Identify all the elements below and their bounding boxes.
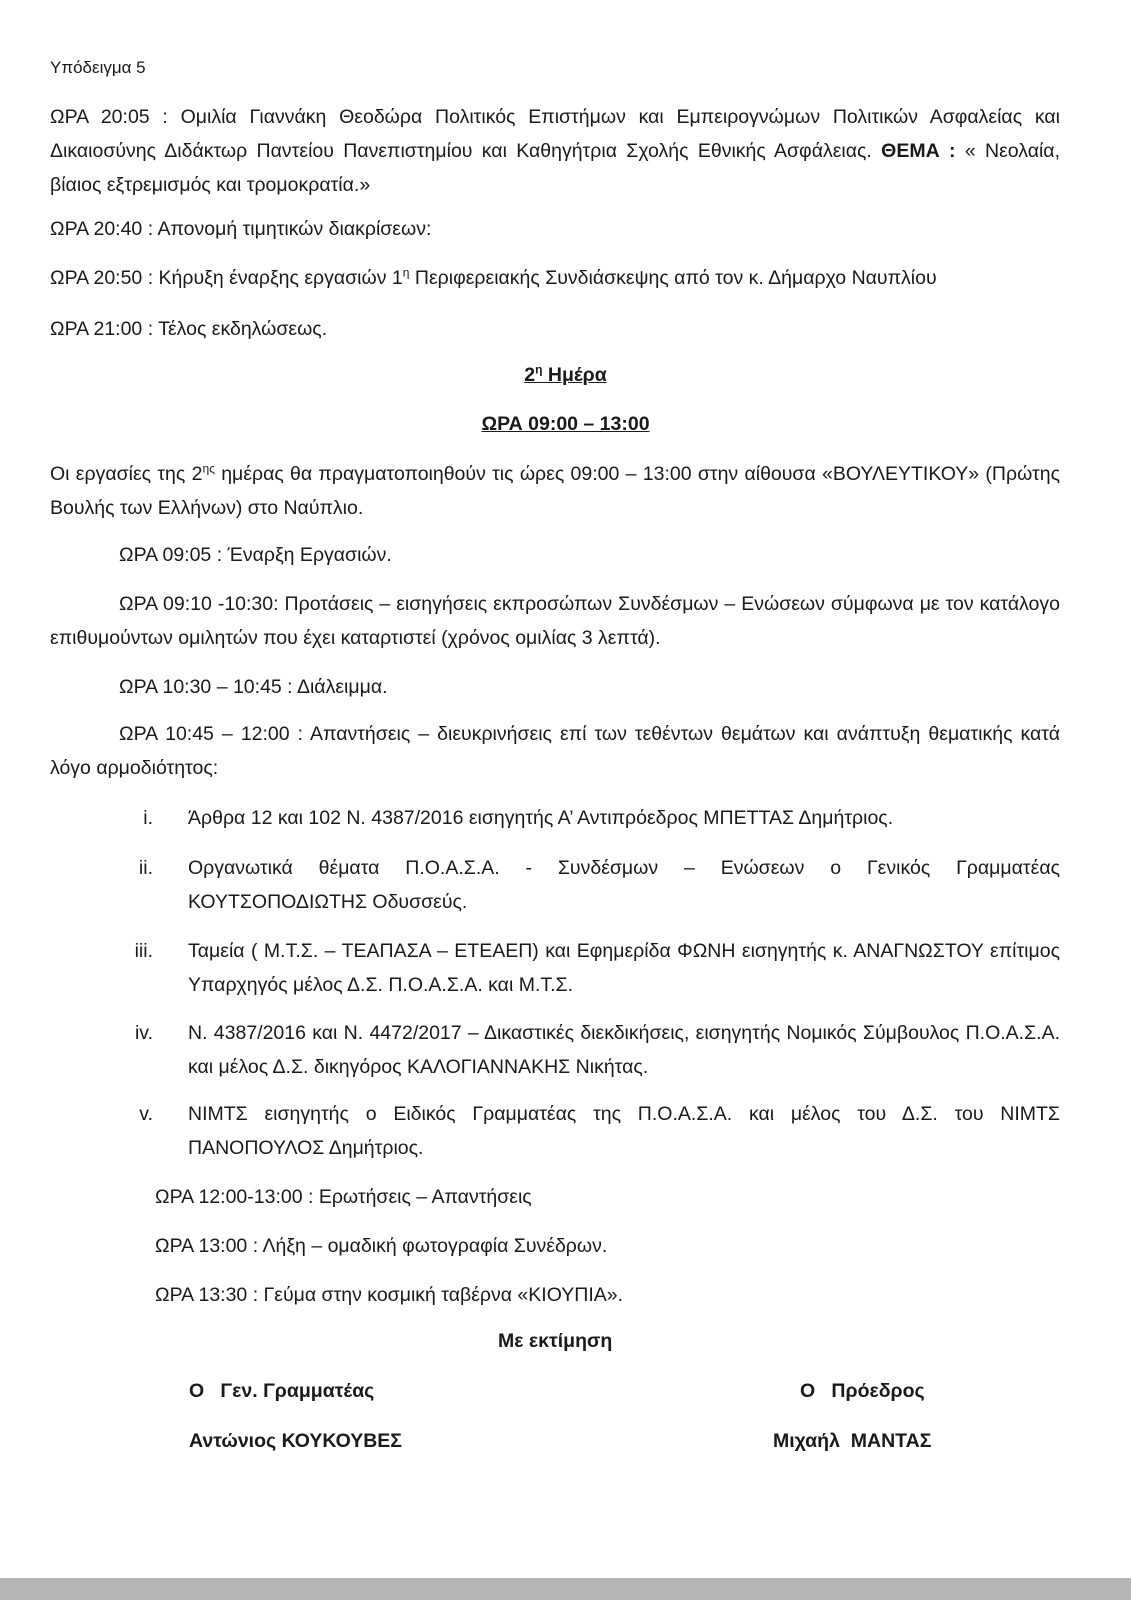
item-number: iv. [134,1022,153,1044]
agenda-item: Οργανωτικά θέματα Π.Ο.Α.Σ.Α. - Συνδέσμων – Ενώσεων ο Γενικός Γραμματέας ΚΟΥΤΣΟΠΟΔΙΩΤΗΣ Οδυσσεύς. [188,857,1060,913]
signatory-right-name: Μιχαήλ ΜΑΝΤΑΣ [773,1430,932,1452]
item-number: iii. [134,940,153,962]
entry-text: ΩΡΑ 20:05 : Ομιλία Γιαννάκη Θεοδώρα Πολιτικός Επιστήμων και Εμπειρογνώμων Πολιτικών Ασφαλείας και Δικαιοσύνης Διδάκτωρ Παντείου Πανεπιστημίου και Καθηγήτρια Σχολής Εθνικής Ασφάλειας. [50,106,1060,162]
ordinal-suffix: η [402,265,410,280]
item-number: ii. [138,857,153,879]
agenda-item: Ν. 4387/2016 και Ν. 4472/2017 – Δικαστικές διεκδικήσεις, εισηγητής Νομικός Σύμβουλος Π.Ο.Α.Σ.Α. και μέλος Δ.Σ. δικηγόρος ΚΑΛΟΓΙΑΝΝΑΚΗΣ Νικήτας. [188,1022,1060,1078]
schedule-entry-0910: ΩΡΑ 09:10 -10:30: Προτάσεις – εισηγήσεις εκπροσώπων Συνδέσμων – Ενώσεων σύμφωνα με τον κατάλογο επιθυμούντων ομιλητών που έχει καταρτιστεί (χρόνος ομιλίας 3 λεπτά). [50,593,1060,649]
schedule-entry-1300: ΩΡΑ 13:00 : Λήξη – ομαδική φωτογραφία Συνέδρων. [155,1235,608,1257]
day2-intro [50,457,1060,525]
day-heading [0,364,1131,387]
theme-text: « Νεολαία, βίαιος εξτρεμισμός και τρομοκρατία.» [50,140,1060,196]
schedule-entry-2005 [50,100,1060,202]
schedule-entry-1200: ΩΡΑ 12:00-13:00 : Ερωτήσεις – Απαντήσεις [155,1186,532,1208]
schedule-entry-2040: ΩΡΑ 20:40 : Απονομή τιμητικών διακρίσεων: [50,218,432,240]
ordinal-suffix: ης [202,461,215,476]
day-number: 2 [524,364,536,386]
intro-text: Οι εργασίες της 2 [50,463,203,485]
signatory-left-name: Αντώνιος ΚΟΥΚΟΥΒΕΣ [189,1430,402,1452]
schedule-entry-2100: ΩΡΑ 21:00 : Τέλος εκδηλώσεως. [50,318,328,340]
schedule-entry-1045: ΩΡΑ 10:45 – 12:00 : Απαντήσεις – διευκρινήσεις επί των τεθέντων θεμάτων και ανάπτυξη θεματικής κατά λόγο αρμοδιότητος: [50,723,1060,779]
agenda-item: Άρθρα 12 και 102 Ν. 4387/2016 εισηγητής Α’ Αντιπρόεδρος ΜΠΕΤΤΑΣ Δημήτριος. [188,807,894,829]
schedule-entry-1330: ΩΡΑ 13:30 : Γεύμα στην κοσμική ταβέρνα «ΚΙΟΥΠΙΑ». [155,1284,624,1306]
agenda-item: Ταμεία ( Μ.Τ.Σ. – ΤΕΑΠΑΣΑ – ΕΤΕΑΕΠ) και Εφημερίδα ΦΩΝΗ εισηγητής κ. ΑΝΑΓΝΩΣΤΟΥ επίτιμος Υπαρχηγός μέλος Δ.Σ. Π.Ο.Α.Σ.Α. και Μ.Τ.Σ. [188,940,1060,996]
closing-regards: Με εκτίμηση [498,1330,613,1352]
signatory-right-title: Ο Πρόεδρος [800,1380,925,1402]
page-bottom-edge [0,1578,1131,1600]
agenda-item: ΝΙΜΤΣ εισηγητής ο Ειδικός Γραμματέας της Π.Ο.Α.Σ.Α. και μέλος του Δ.Σ. του ΝΙΜΤΣ ΠΑΝΟΠΟΥΛΟΣ Δημήτριος. [188,1103,1060,1159]
entry-text-rest: Περιφερειακής Συνδιάσκεψης από τον κ. Δήμαρχο Ναυπλίου [409,267,937,289]
intro-text-rest: ημέρας θα πραγματοποιηθούν τις ώρες 09:00 – 13:00 στην αίθουσα «ΒΟΥΛΕΥΤΙΚΟΥ» (Πρώτης Βουλής των Ελλήνων) στο Ναύπλιο. [50,463,1060,519]
signatory-left-title: Ο Γεν. Γραμματέας [189,1380,375,1402]
document-label: Υπόδειγμα 5 [50,58,146,77]
item-number: i. [143,807,153,829]
schedule-entry-2050 [50,261,937,295]
item-number: v. [139,1103,153,1125]
entry-text: ΩΡΑ 20:50 : Κήρυξη έναρξης εργασιών 1 [50,267,403,289]
day-heading-text: Ημέρα [542,364,607,386]
ordinal-suffix: η [535,362,543,377]
time-range-heading: ΩΡΑ 09:00 – 13:00 [481,413,650,435]
schedule-entry-1030: ΩΡΑ 10:30 – 10:45 : Διάλειμμα. [119,676,388,698]
schedule-entry-0905: ΩΡΑ 09:05 : Έναρξη Εργασιών. [119,544,392,566]
theme-label: ΘΕΜΑ : [881,140,956,162]
